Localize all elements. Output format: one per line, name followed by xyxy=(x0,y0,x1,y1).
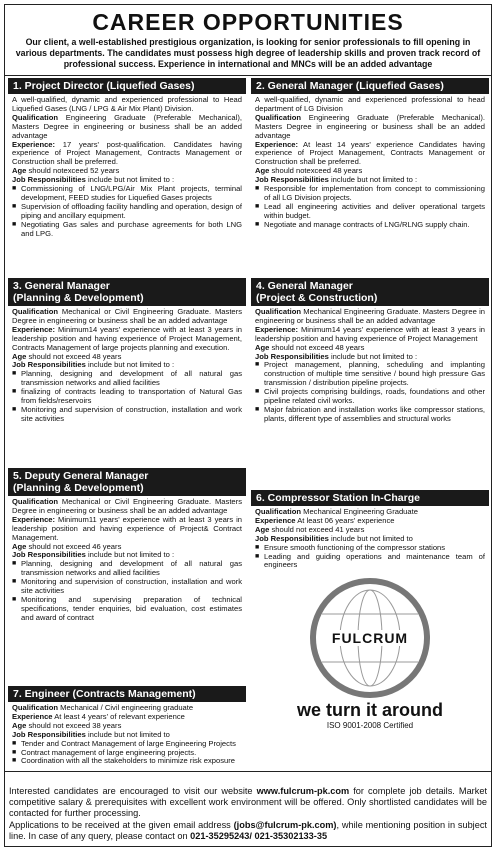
list-item: ■ Coordination with all the stakeholders to minimize risk exposure xyxy=(12,757,242,766)
job-section-4 xyxy=(251,278,489,424)
exp-label: Experience: xyxy=(12,139,56,149)
job-title xyxy=(8,468,246,496)
qual-text: Engineering Graduate (Preferable Mechanical). Masters Degree in engineering or business shall be an added advantage xyxy=(255,112,485,140)
job-title-line1: 4. General Manager xyxy=(256,280,353,292)
job-title: 7. Engineer (Contracts Management) xyxy=(8,686,246,702)
exp-label: Experience xyxy=(255,515,296,525)
divider xyxy=(5,75,491,76)
age-label: Age xyxy=(255,166,270,176)
job-title-line2: (Planning & Development) xyxy=(13,292,144,304)
age-label: Age xyxy=(255,342,270,352)
job-title-line1: 5. Deputy General Manager xyxy=(13,470,149,482)
resp-label: Job Responsibilities xyxy=(255,533,329,543)
age-text: should not exceed 48 years xyxy=(28,351,122,361)
list-item: ■ Leading and guiding operations and maintenance team of engineers xyxy=(255,553,485,571)
list-item: ■ Planning, designing and development of all natural gas transmission networks and allied facilities xyxy=(12,370,242,388)
job-section-1 xyxy=(8,78,246,239)
age-text: should notexceed 48 years xyxy=(271,166,363,176)
resp-suffix: include but not limited to : xyxy=(87,550,175,560)
resp-list xyxy=(12,370,242,423)
intro-text: Our client, a well-established prestigious organization, is looking for senior professionals to fill opening in various departments. The candidates must possess high degree of leadership skills and proven track record of professional success. Experience in international and MNCs will be an added advantage xyxy=(15,37,481,69)
age-label: Age xyxy=(12,720,27,730)
exp-text: At least 06 years' experience xyxy=(297,515,395,525)
resp-suffix: include but not limited to : xyxy=(330,175,418,185)
list-item: ■ Monitoring and supervision of construction, installation and work site activities xyxy=(12,406,242,424)
age-text: should not exceed 41 years xyxy=(271,524,365,534)
logo-circle-icon xyxy=(310,578,430,698)
qual-text: Mechanical / Civil engineering graduate xyxy=(60,703,194,712)
job-intro: A well-qualified, dynamic and experienced professional to head department of LG Division xyxy=(255,95,485,113)
exp-label: Experience: xyxy=(255,324,299,334)
resp-suffix: include but not limited to : xyxy=(87,175,175,185)
age-text: should not exceed 38 years xyxy=(28,720,122,730)
list-item: ■ Lead all engineering activities and deliver operational targets within budget. xyxy=(255,203,485,221)
resp-list xyxy=(255,361,485,423)
job-section-3 xyxy=(8,278,246,424)
qual-label: Qualification xyxy=(12,703,58,712)
phone-number: 021-35295243/ 021-35302133-35 xyxy=(190,830,328,841)
age-text: should notexceed 52 years xyxy=(28,166,120,176)
job-title: 6. Compressor Station In-Charge xyxy=(251,490,489,506)
job-section-5 xyxy=(8,468,246,623)
list-item: ■ Planning, designing and development of all natural gas transmission networks and allied facilities xyxy=(12,560,242,578)
company-logo xyxy=(251,578,489,730)
logo-name: FULCRUM xyxy=(328,630,412,646)
age-label: Age xyxy=(12,166,27,176)
footer-text: for complete job details. Market competitive salary & prerequisites with excellent work environment will be offered. Only shortlisted candidates will be contacted for further processing. xyxy=(9,785,487,819)
list-item: ■ Responsible for implementation from concept to commissioning of all LG Division projects. xyxy=(255,185,485,203)
list-item: ■ Project management, planning, scheduling and implanting construction of multiple time sensitive / bound high pressure Gas transmission / distribution pipeline projects. xyxy=(255,361,485,388)
age-text: should not exceed 46 years xyxy=(28,541,122,551)
resp-label: Job Responsibilities xyxy=(12,550,86,560)
list-item: ■ Major fabrication and installation works like compressor stations, plants, different type of assemblies and structural works xyxy=(255,406,485,424)
job-title: 2. General Manager (Liquefied Gases) xyxy=(251,78,489,94)
footer-text: , while mentioning position in subject line. In case of any query, please contact on xyxy=(9,819,487,841)
list-item: ■ Supervision of offloading facility handling and operation, design of piping and ancillary equipment. xyxy=(12,203,242,221)
job-title xyxy=(8,278,246,306)
resp-suffix: include but not limited to xyxy=(87,729,170,739)
age-label: Age xyxy=(12,351,27,361)
exp-label: Experience: xyxy=(255,139,299,149)
resp-list xyxy=(12,560,242,622)
job-body xyxy=(8,94,246,239)
iso-certification: ISO 9001-2008 Certified xyxy=(326,721,414,730)
footer-text: Applications to be received at the given email address xyxy=(9,819,234,830)
job-section-2 xyxy=(251,78,489,230)
footer-divider xyxy=(5,771,491,772)
job-title-line1: 3. General Manager xyxy=(13,280,110,292)
email-link[interactable]: (jobs@fulcrum-pk.com) xyxy=(233,819,337,830)
job-title-line2: (Planning & Development) xyxy=(13,482,144,494)
list-item: ■ Monitoring and supervision of construction, installation and work site activities xyxy=(12,578,242,596)
qual-text: Mechanical or Civil Engineering Graduate. Masters Degree in engineering or business shall be an added advantage xyxy=(12,497,242,515)
qual-label: Qualification xyxy=(255,507,301,516)
qual-text: Mechanical Engineering Graduate xyxy=(303,507,418,516)
resp-list xyxy=(255,544,485,571)
job-body xyxy=(251,94,489,230)
resp-suffix: include but not limited to xyxy=(330,533,413,543)
list-item: ■ Contract management of large engineering projects. xyxy=(12,749,242,758)
exp-text: 17 years' post-qualification. Candidates having experience of Project Management, Contracts Management or Construction shall be preferred. xyxy=(12,139,242,167)
list-item: ■ finalizing of contracts leading to transportation of Natural Gas from fields/reservoirs xyxy=(12,388,242,406)
exp-text: At least 14 years' experience Candidates having experience of Project Management, Contracts Management or Construction shall be preferred. xyxy=(255,139,485,167)
logo-tagline: we turn it around xyxy=(297,700,443,720)
resp-label: Job Responsibilities xyxy=(255,175,329,185)
resp-list xyxy=(12,185,242,238)
age-label: Age xyxy=(12,541,27,551)
resp-label: Job Responsibilities xyxy=(255,351,329,361)
qual-label: Qualification xyxy=(12,497,58,506)
list-item: ■ Negotiating Gas sales and purchase agreements for both LNG and LPG. xyxy=(12,221,242,239)
list-item: ■ Civil projects comprising buildings, roads, foundations and other pipeline related civil works. xyxy=(255,388,485,406)
exp-text: Minimum14 years' experience with at least 3 years in leadership position and having experience of Project Management, Contracts Management of large projects planning and execution. xyxy=(12,324,242,352)
job-body xyxy=(251,506,489,570)
resp-suffix: include but not limited to : xyxy=(330,351,418,361)
job-body xyxy=(8,306,246,424)
job-body xyxy=(8,702,246,766)
list-item: ■ Commissioning of LNG/LPG/Air Mix Plant projects, terminal development, FEED studies for Liquefied Gases projects xyxy=(12,185,242,203)
qual-text: Engineering Graduate (Preferable Mechanical), Masters Degree in engineering or business shall be an added advantage xyxy=(12,112,242,140)
footer-text: Interested candidates are encouraged to visit our website xyxy=(9,785,257,796)
job-intro: A well-qualified, dynamic and experienced professional to Head Liquefied Gases (LNG / LPG & Air Mix Plant) Division. xyxy=(12,95,242,113)
job-body xyxy=(8,496,246,623)
list-item: ■ Tender and Contract Management of large Engineering Projects xyxy=(12,740,242,749)
job-section-6 xyxy=(251,490,489,570)
qual-text: Mechanical or Civil Engineering Graduate. Masters Degree in engineering or business shall be an added advantage xyxy=(12,307,242,325)
job-title xyxy=(251,278,489,306)
website-link[interactable]: www.fulcrum-pk.com xyxy=(256,785,350,796)
resp-suffix: include but not limited to : xyxy=(87,360,175,370)
qual-label: Qualification xyxy=(255,112,301,122)
resp-label: Job Responsibilities xyxy=(12,175,86,185)
qual-label: Qualification xyxy=(12,112,58,122)
footer xyxy=(9,786,487,842)
list-item: ■ Monitoring and supervising preparation of technical specifications, tender enquiries, bid evaluation, cost estimates and award of contract xyxy=(12,596,242,623)
resp-list xyxy=(12,740,242,767)
resp-label: Job Responsibilities xyxy=(12,360,86,370)
resp-list xyxy=(255,185,485,230)
age-label: Age xyxy=(255,524,270,534)
exp-text: Minimum14 years' experience with at least 3 years in leadership position and having experience of Project Management xyxy=(255,324,485,343)
qual-label: Qualification xyxy=(255,307,301,316)
job-title-line2: (Project & Construction) xyxy=(256,292,378,304)
exp-label: Experience: xyxy=(12,324,56,334)
qual-text: Mechanical Engineering Graduate. Masters Degree in engineering or business shall be an added advantage xyxy=(255,307,485,325)
footer-para-2 xyxy=(9,820,487,842)
exp-text: Minimum11 years' experience with at least 3 years in leadership position and having experience of Project& Contract Management. xyxy=(12,514,242,542)
age-text: should not exceed 48 years xyxy=(271,342,365,352)
resp-label: Job Responsibilities xyxy=(12,729,86,739)
career-ad-page xyxy=(4,4,492,847)
footer-para-1 xyxy=(9,786,487,820)
job-body xyxy=(251,306,489,424)
exp-label: Experience: xyxy=(12,514,56,524)
job-title: 1. Project Director (Liquefied Gases) xyxy=(8,78,246,94)
exp-label: Experience xyxy=(12,711,53,721)
exp-text: At least 4 years' of relevant experience xyxy=(54,711,185,721)
job-section-7 xyxy=(8,686,246,766)
list-item: ■ Ensure smooth functioning of the compressor stations xyxy=(255,544,485,553)
page-title: CAREER OPPORTUNITIES xyxy=(92,9,404,35)
qual-label: Qualification xyxy=(12,307,58,316)
list-item: ■ Negotiate and manage contracts of LNG/RLNG supply chain. xyxy=(255,221,485,230)
